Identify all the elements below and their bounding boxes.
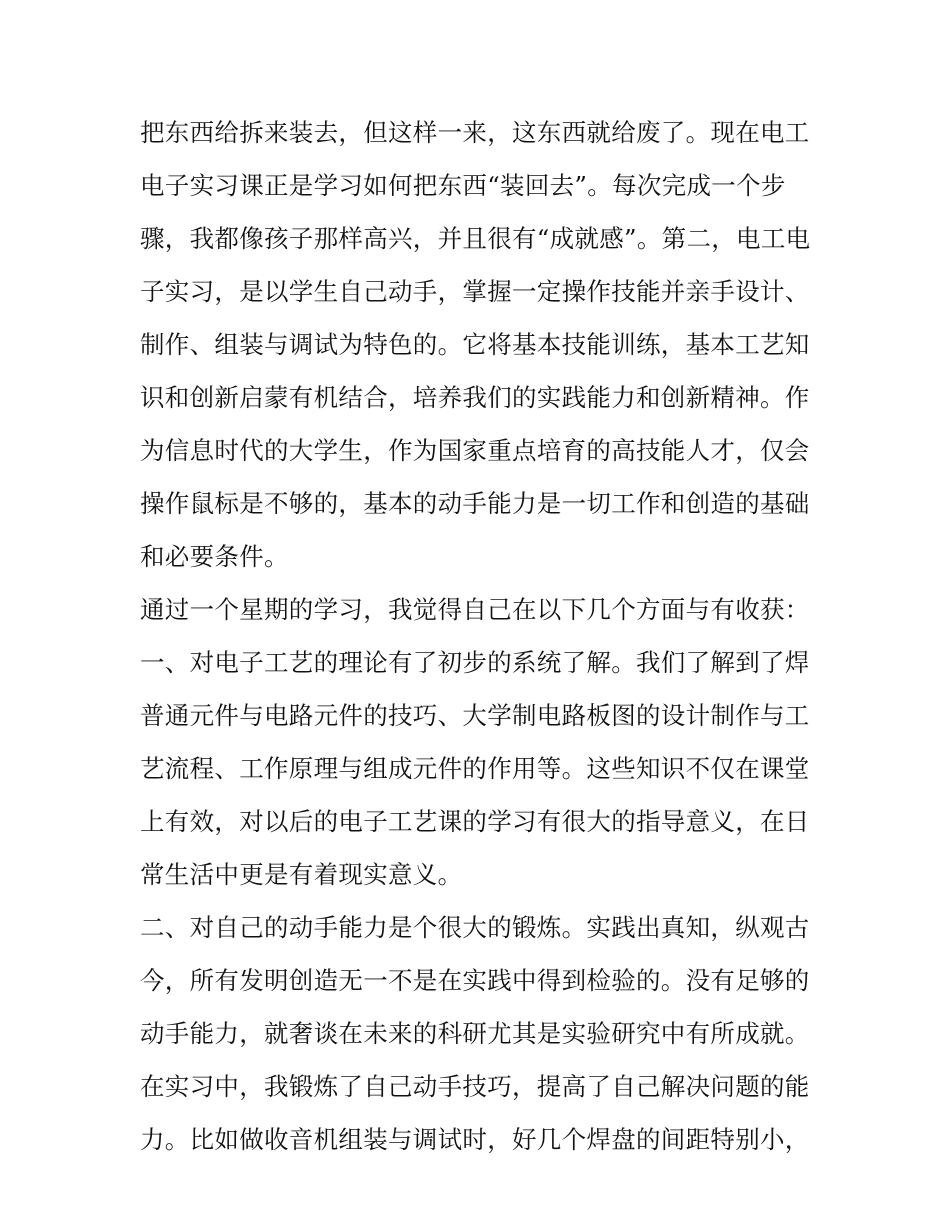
text-line: 骤，我都像孩子那样高兴，并且很有“成就感”。第二，电工电 (140, 224, 811, 253)
text-line: 二、对自己的动手能力是个很大的锻炼。实践出真知，纵观古 (140, 913, 810, 942)
text-line: 把东西给拆来装去，但这样一来，这东西就给废了。现在电工 (140, 118, 810, 147)
text-line: 为信息时代的大学生，作为国家重点培育的高技能人才，仅会 (140, 436, 810, 465)
text-line: 今，所有发明创造无一不是在实践中得到检验的。没有足够的 (140, 966, 810, 995)
body-text (140, 106, 830, 1166)
text-line: 艺流程、工作原理与组成元件的作用等。这些知识不仅在课堂 (140, 754, 810, 783)
text-line: 子实习，是以学生自己动手，掌握一定操作技能并亲手设计、 (140, 277, 810, 306)
text-line: 识和创新启蒙有机结合，培养我们的实践能力和创新精神。作 (140, 383, 810, 412)
text-line: 电子实习课正是学习如何把东西“装回去”。每次完成一个步 (140, 171, 786, 200)
text-line: 制作、组装与调试为特色的。它将基本技能训练，基本工艺知 (140, 330, 810, 359)
text-line: 通过一个星期的学习，我觉得自己在以下几个方面与有收获： (140, 595, 810, 624)
text-line: 一、对电子工艺的理论有了初步的系统了解。我们了解到了焊 (140, 648, 810, 677)
text-line: 和必要条件。 (140, 542, 289, 571)
text-line: 在实习中，我锻炼了自己动手技巧，提高了自己解决问题的能 (140, 1072, 810, 1101)
text-line: 操作鼠标是不够的，基本的动手能力是一切工作和创造的基础 (140, 489, 810, 518)
text-line: 力。比如做收音机组装与调试时，好几个焊盘的间距特别小， (140, 1125, 810, 1154)
text-line: 上有效，对以后的电子工艺课的学习有很大的指导意义，在日 (140, 807, 810, 836)
text-line: 动手能力，就奢谈在未来的科研尤其是实验研究中有所成就。 (140, 1019, 810, 1048)
text-line: 常生活中更是有着现实意义。 (140, 860, 463, 889)
text-line: 普通元件与电路元件的技巧、大学制电路板图的设计制作与工 (140, 701, 810, 730)
